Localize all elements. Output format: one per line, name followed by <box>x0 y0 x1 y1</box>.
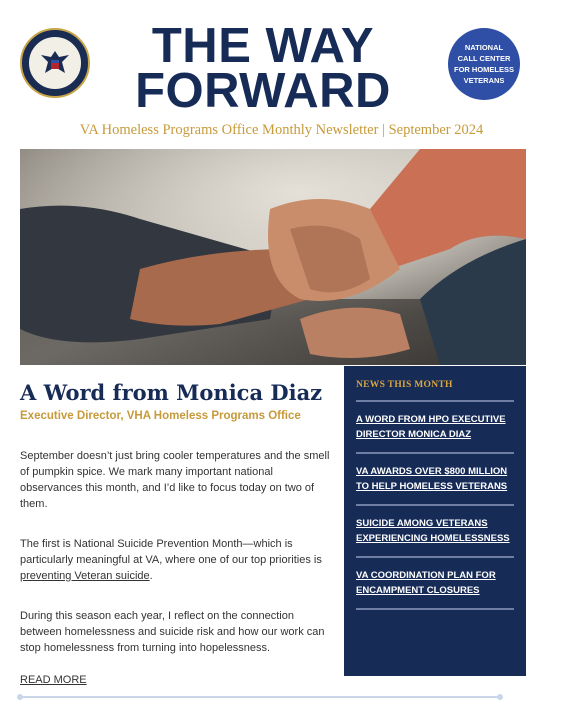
call-center-badge-text: NATIONAL CALL CENTER FOR HOMELESS VETERANS <box>454 43 515 85</box>
read-more-link[interactable]: READ MORE <box>20 674 87 686</box>
sidebar-item-va-awards[interactable]: VA AWARDS OVER $800 MILLION TO HELP HOMELESS VETERANS <box>356 454 514 506</box>
hero-image <box>20 149 526 365</box>
news-sidebar <box>344 366 526 676</box>
preventing-veteran-suicide-link[interactable]: preventing Veteran suicide <box>20 570 150 582</box>
va-seal-icon <box>20 28 90 98</box>
article-paragraph-3: During this season each year, I reflect on the connection between homelessness and suicide risk and how our work can stop homelessness from turning into hopelessness. <box>20 610 325 654</box>
eagle-icon <box>35 43 75 83</box>
newsletter-subtitle: VA Homeless Programs Office Monthly Newsletter | September 2024 <box>79 122 484 138</box>
article-paragraph-2 <box>20 536 332 584</box>
section-divider <box>20 696 500 698</box>
holding-hands-photo <box>20 149 526 365</box>
sidebar-item-coordination-plan[interactable]: VA COORDINATION PLAN FOR ENCAMPMENT CLOSURES <box>356 558 514 610</box>
lead-article <box>20 380 332 688</box>
va-seal-inner <box>27 35 83 91</box>
paragraph-2-end: . <box>149 570 153 582</box>
masthead-title <box>100 19 426 118</box>
article-paragraph-1: September doesn’t just bring cooler temperatures and the smell of pumpkin spice. We mark many important national observances this month, and I’d like to focus today on two of them. <box>20 450 330 510</box>
sidebar-title: NEWS THIS MONTH <box>356 380 514 402</box>
article-byline: Executive Director, VHA Homeless Programs Office <box>20 410 301 422</box>
sidebar-item-word-from-director[interactable]: A WORD FROM HPO EXECUTIVE DIRECTOR MONICA DIAZ <box>356 402 514 454</box>
masthead-line-2: FORWARD <box>135 64 391 118</box>
call-center-badge[interactable] <box>448 28 520 100</box>
article-headline: A Word from Monica Diaz <box>20 380 323 405</box>
sidebar-item-suicide-among-veterans[interactable]: SUICIDE AMONG VETERANS EXPERIENCING HOMELESSNESS <box>356 506 514 558</box>
masthead-line-1: THE WAY <box>151 19 375 73</box>
paragraph-2-text: The first is National Suicide Prevention Month—which is particularly meaningful at VA, where one of our top priorities is <box>20 538 322 566</box>
